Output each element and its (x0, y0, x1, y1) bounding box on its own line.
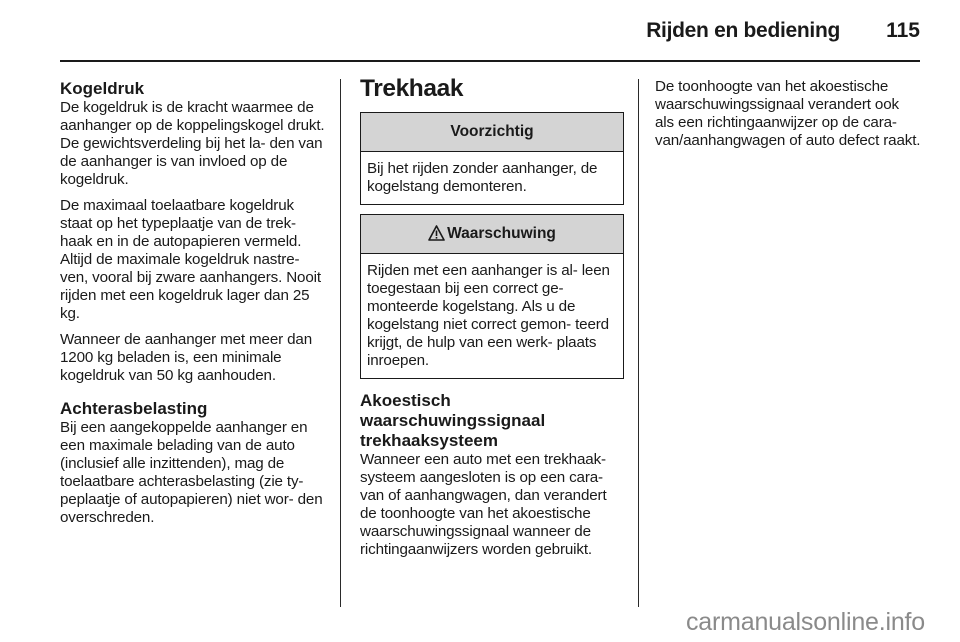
paragraph: Wanneer de aanhanger met meer dan 1200 kg beladen is, een minimale kogeldruk van 50 kg aanhouden. (60, 331, 312, 384)
column-right (655, 78, 921, 158)
warning-triangle-icon (428, 218, 445, 256)
section-heading-kogeldruk: Kogeldruk (60, 79, 145, 98)
paragraph: Wanneer een auto met een trekhaak- systeem aangesloten is op een cara- van of aanhangwagen, dan verandert de toonhoogte van het akoestische waarschuwingssignaal wanneer de richtingaanwijzers worden gebruikt. (360, 451, 607, 558)
warning-text: Rijden met een aanhanger is al- leen toegestaan bij een correct ge- monteerde kogelstang. Als u de kogelstang niet correct gemon- teerd krijgt, de hulp van een werk- plaats inroepen. (367, 262, 610, 369)
column-divider-right (638, 79, 639, 607)
paragraph: De kogeldruk is de kracht waarmee de aanhanger op de koppelingskogel drukt. De gewichtsverdeling bij het la- den van de aanhanger is van invloed op de kogeldruk. (60, 99, 325, 188)
header-rule (60, 60, 920, 62)
column-middle (360, 74, 624, 567)
page-header-title: Rijden en bediening (646, 19, 840, 42)
warning-box (360, 214, 624, 379)
warning-title: Waarschuwing (447, 225, 556, 242)
page-number: 115 (886, 19, 920, 42)
watermark: carmanualsonline.info (685, 608, 925, 636)
section-heading-akoestisch: Akoestisch waarschuwingssignaal trekhaaksysteem (360, 391, 546, 450)
column-divider-left (340, 79, 341, 607)
caution-box (360, 112, 624, 205)
paragraph: De toonhoogte van het akoestische waarschuwingssignaal verandert ook als een richtingaanwijzer op de cara- van/aanhangwagen of auto defect raakt. (655, 78, 921, 149)
paragraph: De maximaal toelaatbare kogeldruk staat op het typeplaatje van de trek- haak en in de autopapieren vermeld. Altijd de maximale kogeldruk nastre- ven, vooral bij zware aanhangers. Nooit rijden met een kogeldruk lager dan 25 kg. (60, 197, 321, 322)
section-heading-achterasbelasting: Achterasbelasting (60, 399, 208, 418)
caution-title: Voorzichtig (361, 113, 623, 152)
warning-header (361, 215, 623, 254)
paragraph: Bij een aangekoppelde aanhanger en een maximale belading van de auto (inclusief alle inzittenden), mag de toelaatbare achterasbelasting (zie ty- peplaatje of autopapieren) niet wor- den overschreden. (60, 419, 323, 526)
main-heading-trekhaak: Trekhaak (360, 75, 464, 102)
column-left (60, 79, 325, 535)
caution-text: Bij het rijden zonder aanhanger, de kogelstang demonteren. (367, 160, 598, 195)
